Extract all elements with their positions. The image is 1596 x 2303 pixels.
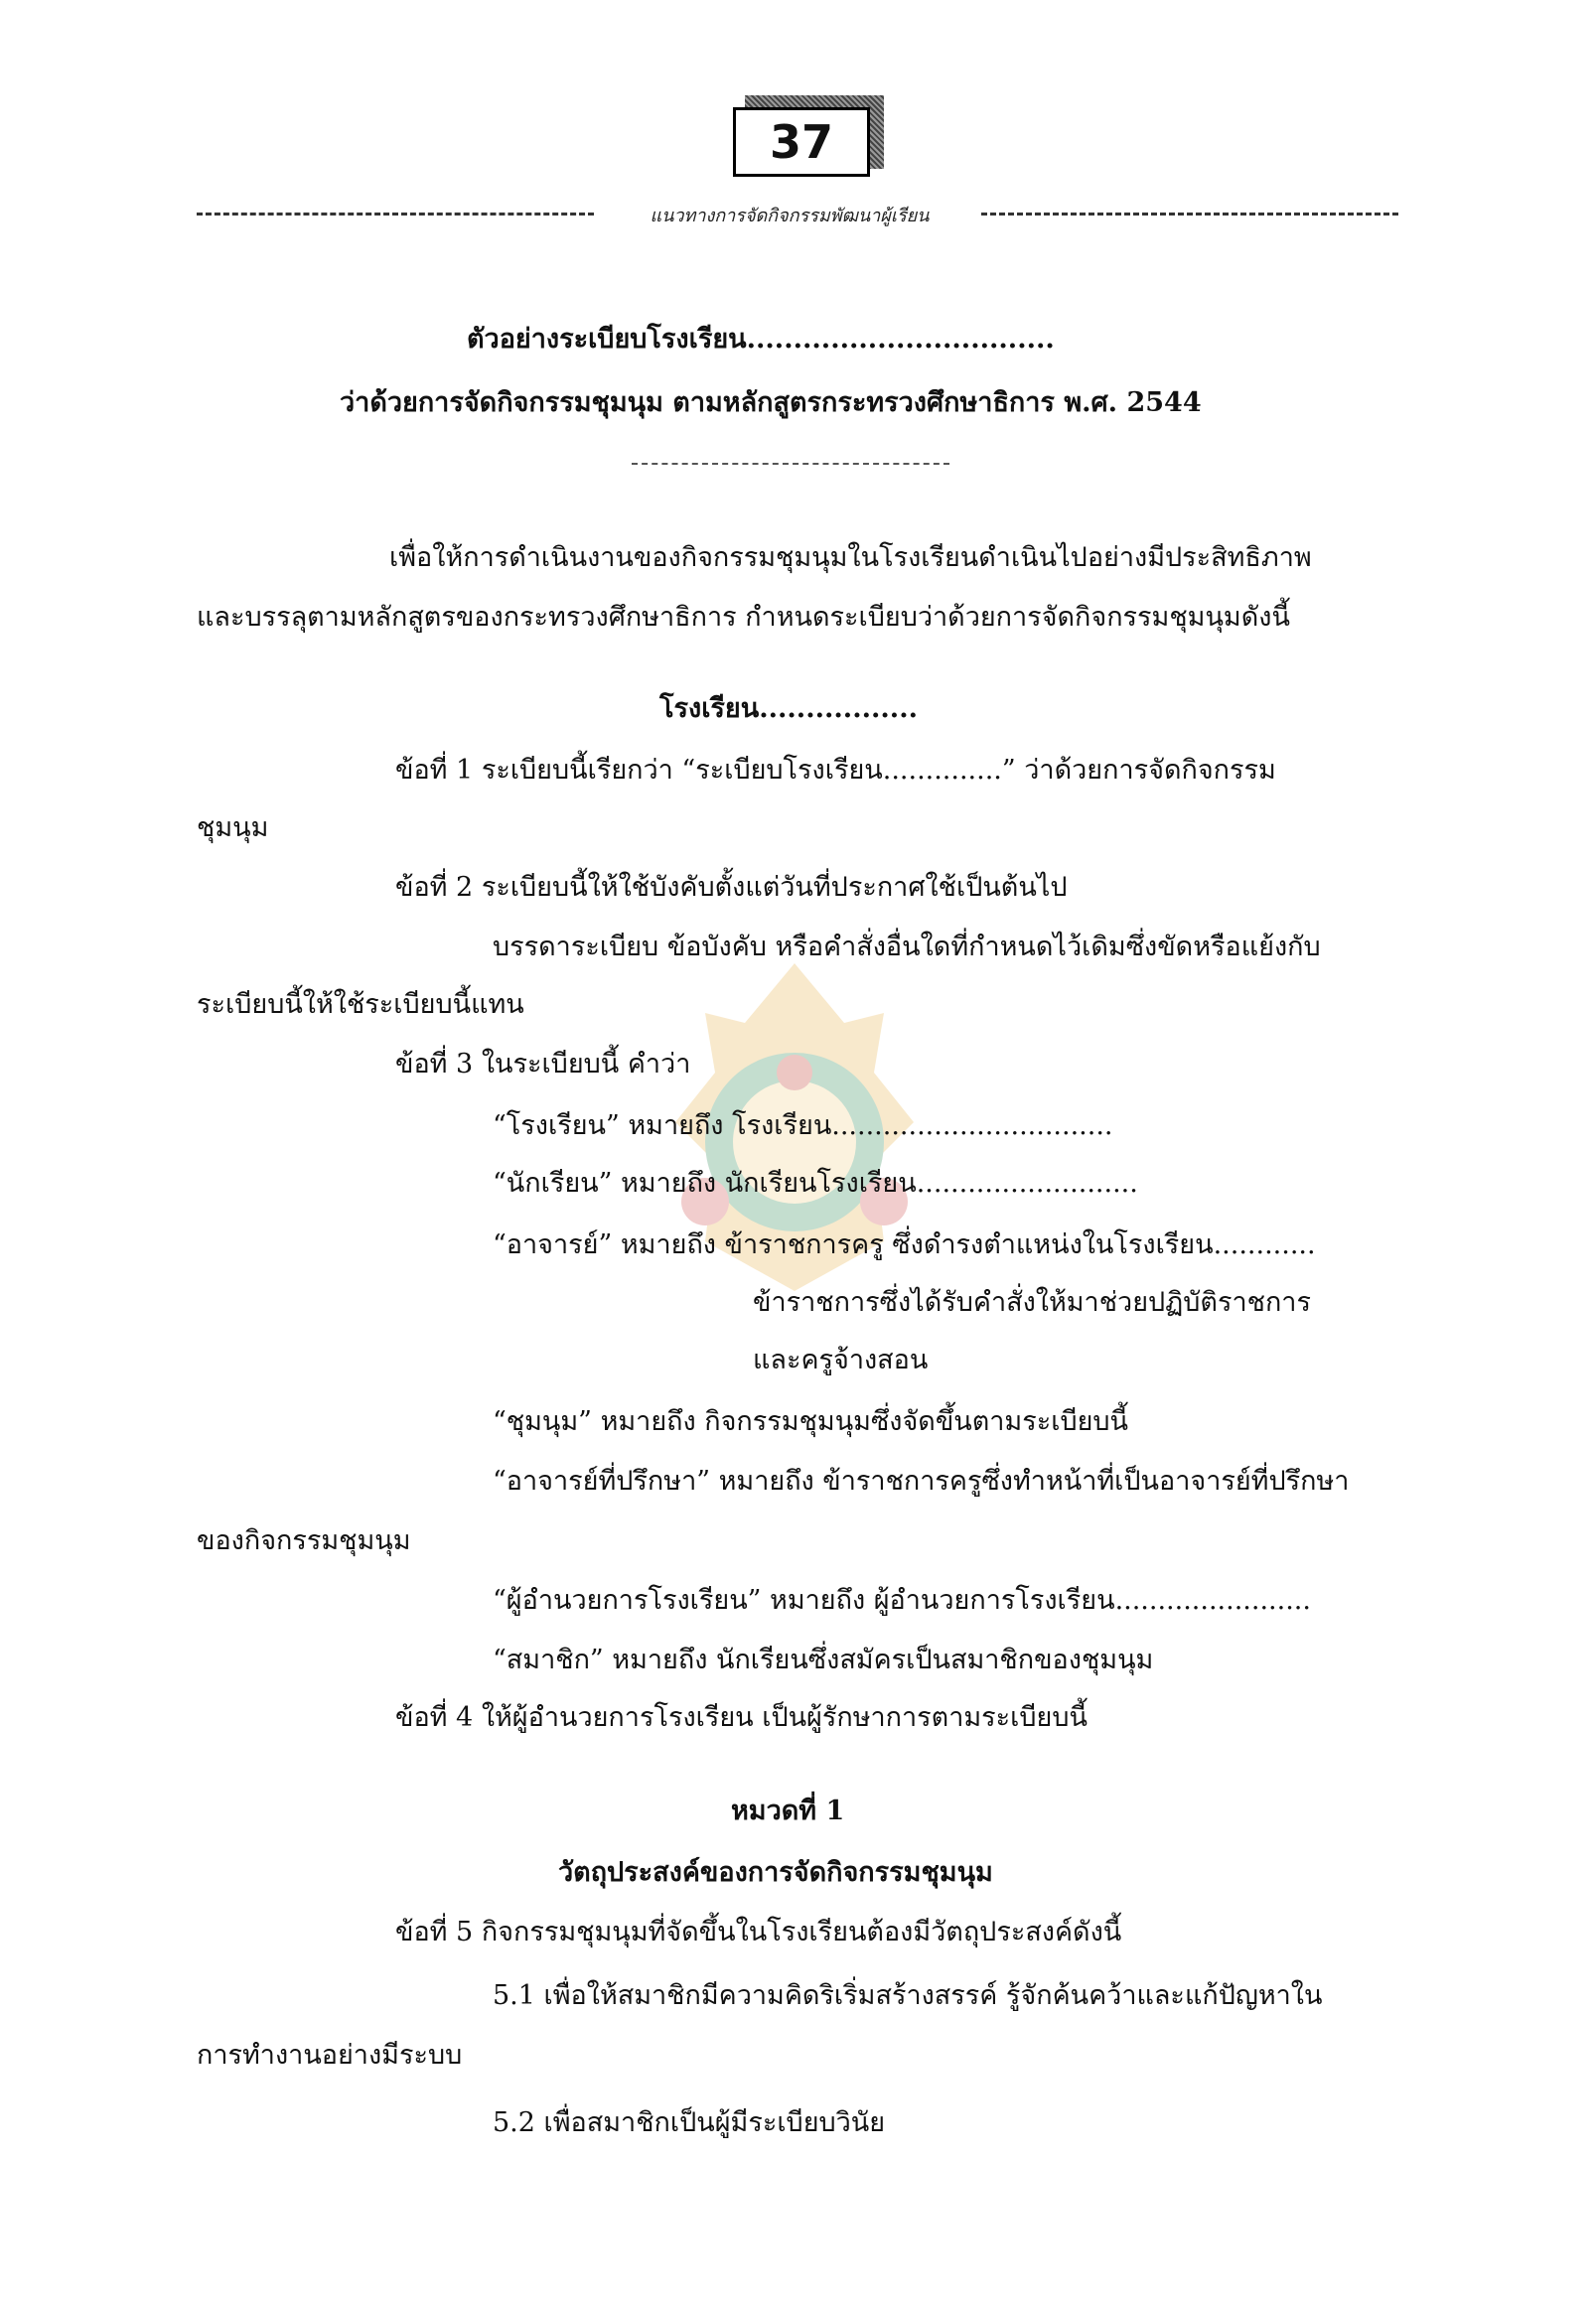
- definition-director: “ผู้อำนวยการโรงเรียน” หมายถึง ผู้อำนวยการโรงเรียน.......................: [493, 1585, 1311, 1616]
- clause-2-line-3: ระเบียบนี้ให้ใช้ระเบียบนี้แทน: [197, 989, 524, 1020]
- clause-4: ข้อที่ 4 ให้ผู้อำนวยการโรงเรียน เป็นผู้รักษาการตามระเบียบนี้: [395, 1702, 1088, 1733]
- definition-advisor-line-1: “อาจารย์ที่ปรึกษา” หมายถึง ข้าราชการครูซึ่งทำหน้าที่เป็นอาจารย์ที่ปรึกษา: [493, 1466, 1350, 1497]
- clause-3: ข้อที่ 3 ในระเบียบนี้ คำว่า: [395, 1049, 691, 1080]
- clause-1-line-2: ชุมนุม: [197, 812, 269, 843]
- objective-5-1-line-1: 5.1 เพื่อให้สมาชิกมีความคิดริเริ่มสร้างสรรค์ รู้จักค้นคว้าและแก้ปัญหาใน: [493, 1980, 1323, 2011]
- clause-2-line-2: บรรดาระเบียบ ข้อบังคับ หรือคำสั่งอื่นใดที่กำหนดไว้เดิมซึ่งขัดหรือแย้งกับ: [493, 932, 1321, 962]
- document-subtitle: ว่าด้วยการจัดกิจกรรมชุมนุม ตามหลักสูตรกระทรวงศึกษาธิการ พ.ศ. 2544: [340, 387, 1202, 418]
- header-rule-right: [981, 213, 1398, 216]
- running-header: แนวทางการจัดกิจกรรมพัฒนาผู้เรียน: [650, 206, 930, 226]
- page-number: 37: [769, 115, 833, 169]
- section-subheading: วัตถุประสงค์ของการจัดกิจกรรมชุมนุม: [558, 1857, 993, 1888]
- definition-teacher-line-3: และครูจ้างสอน: [753, 1345, 929, 1375]
- definition-school: “โรงเรียน” หมายถึง โรงเรียน.................................: [493, 1110, 1113, 1141]
- clause-1-line-1: ข้อที่ 1 ระเบียบนี้เรียกว่า “ระเบียบโรงเรียน..............” ว่าด้วยการจัดกิจกรรม: [395, 755, 1276, 786]
- definition-member: “สมาชิก” หมายถึง นักเรียนซึ่งสมัครเป็นสมาชิกของชุมนุม: [493, 1645, 1154, 1675]
- definition-student: “นักเรียน” หมายถึง นักเรียนโรงเรียน..........................: [493, 1168, 1138, 1199]
- definition-advisor-line-2: ของกิจกรรมชุมนุม: [197, 1525, 411, 1556]
- intro-line-2: และบรรลุตามหลักสูตรของกระทรวงศึกษาธิการ กำหนดระเบียบว่าด้วยการจัดกิจกรรมชุมนุมดังนี้: [197, 602, 1290, 633]
- clause-5: ข้อที่ 5 กิจกรรมชุมนุมที่จัดขึ้นในโรงเรียนต้องมีวัตถุประสงค์ดังนี้: [395, 1917, 1122, 1947]
- section-heading: หมวดที่ 1: [731, 1796, 845, 1826]
- school-heading: โรงเรียน.................: [659, 693, 918, 724]
- clause-2-line-1: ข้อที่ 2 ระเบียบนี้ให้ใช้บังคับตั้งแต่วันที่ประกาศใช้เป็นต้นไป: [395, 872, 1068, 903]
- definition-teacher-line-1: “อาจารย์” หมายถึง ข้าราชการครู ซึ่งดำรงตำแหน่งในโรงเรียน............: [493, 1229, 1316, 1260]
- definition-teacher-line-2: ข้าราชการซึ่งได้รับคำสั่งให้มาช่วยปฏิบัติราชการ: [753, 1287, 1311, 1318]
- intro-line-1: เพื่อให้การดำเนินงานของกิจกรรมชุมนุมในโรงเรียนดำเนินไปอย่างมีประสิทธิภาพ: [389, 542, 1312, 573]
- header-rule-left: [197, 213, 594, 216]
- title-divider: [632, 463, 949, 465]
- page-number-box: [733, 107, 870, 177]
- objective-5-1-line-2: การทำงานอย่างมีระบบ: [197, 2040, 463, 2071]
- objective-5-2: 5.2 เพื่อสมาชิกเป็นผู้มีระเบียบวินัย: [493, 2107, 886, 2138]
- definition-club: “ชุมนุม” หมายถึง กิจกรรมชุมนุมซึ่งจัดขึ้นตามระเบียบนี้: [493, 1406, 1129, 1437]
- document-title: ตัวอย่างระเบียบโรงเรียน.................................: [467, 324, 1055, 355]
